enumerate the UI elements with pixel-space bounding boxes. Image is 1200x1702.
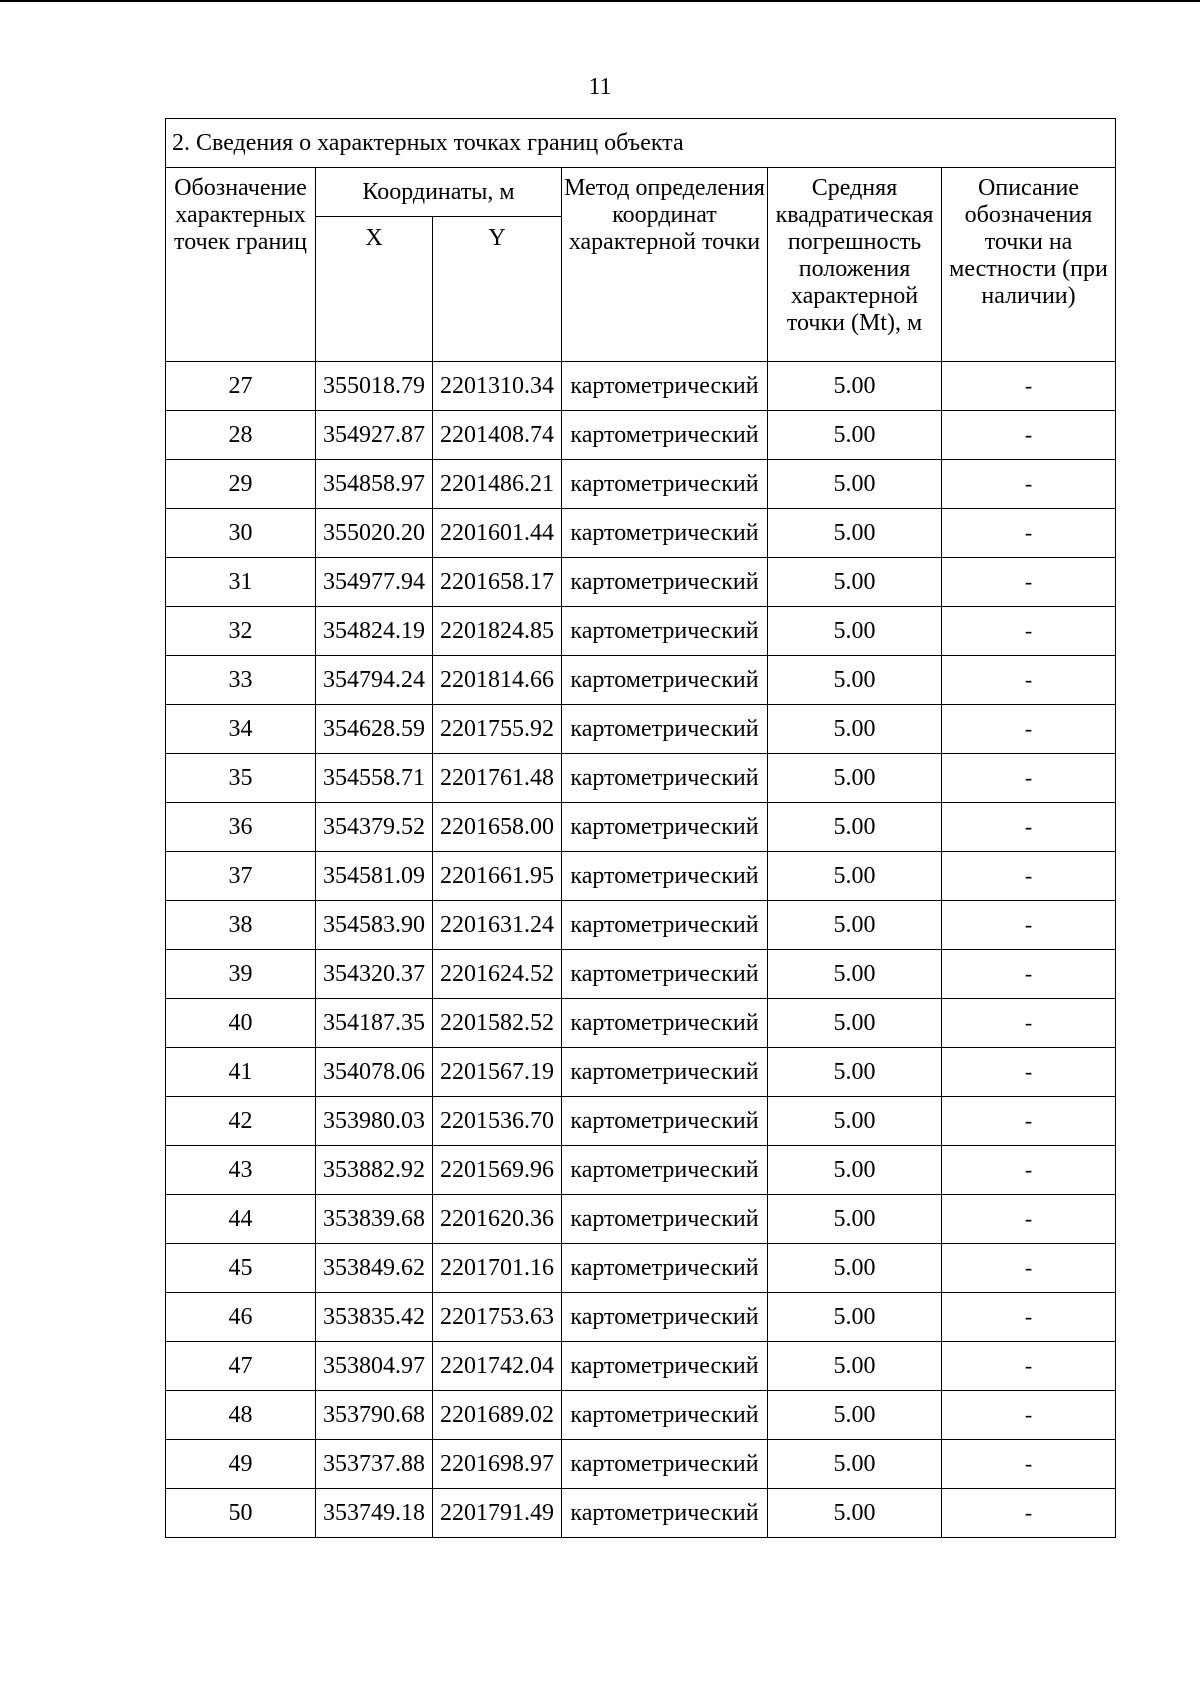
cell-point-designation: 30 xyxy=(166,509,316,558)
cell-point-designation: 44 xyxy=(166,1195,316,1244)
cell-mean-square-error: 5.00 xyxy=(768,1391,942,1440)
header-coordinates: Координаты, м xyxy=(316,168,562,217)
cell-y-coordinate: 2201689.02 xyxy=(433,1391,562,1440)
cell-y-coordinate: 2201701.16 xyxy=(433,1244,562,1293)
cell-point-designation: 39 xyxy=(166,950,316,999)
cell-point-designation: 32 xyxy=(166,607,316,656)
cell-mean-square-error: 5.00 xyxy=(768,999,942,1048)
table-body xyxy=(166,362,1116,1538)
cell-description: - xyxy=(942,1489,1116,1538)
table-row xyxy=(166,1440,1116,1489)
cell-point-designation: 41 xyxy=(166,1048,316,1097)
cell-method: картометрический xyxy=(562,1293,768,1342)
cell-method: картометрический xyxy=(562,411,768,460)
header-x: X xyxy=(316,217,433,362)
cell-description: - xyxy=(942,607,1116,656)
cell-mean-square-error: 5.00 xyxy=(768,460,942,509)
cell-y-coordinate: 2201753.63 xyxy=(433,1293,562,1342)
cell-x-coordinate: 354320.37 xyxy=(316,950,433,999)
cell-x-coordinate: 354628.59 xyxy=(316,705,433,754)
cell-y-coordinate: 2201761.48 xyxy=(433,754,562,803)
table-row xyxy=(166,1293,1116,1342)
table-row xyxy=(166,362,1116,411)
cell-mean-square-error: 5.00 xyxy=(768,362,942,411)
cell-x-coordinate: 354558.71 xyxy=(316,754,433,803)
cell-y-coordinate: 2201620.36 xyxy=(433,1195,562,1244)
table-row xyxy=(166,754,1116,803)
cell-point-designation: 36 xyxy=(166,803,316,852)
boundary-points-table xyxy=(165,118,1116,1538)
cell-description: - xyxy=(942,558,1116,607)
cell-description: - xyxy=(942,705,1116,754)
cell-point-designation: 31 xyxy=(166,558,316,607)
cell-mean-square-error: 5.00 xyxy=(768,1048,942,1097)
cell-method: картометрический xyxy=(562,803,768,852)
cell-mean-square-error: 5.00 xyxy=(768,509,942,558)
cell-x-coordinate: 353737.88 xyxy=(316,1440,433,1489)
cell-point-designation: 33 xyxy=(166,656,316,705)
cell-mean-square-error: 5.00 xyxy=(768,656,942,705)
table-row xyxy=(166,950,1116,999)
cell-point-designation: 29 xyxy=(166,460,316,509)
cell-mean-square-error: 5.00 xyxy=(768,901,942,950)
table-row xyxy=(166,999,1116,1048)
cell-description: - xyxy=(942,1391,1116,1440)
cell-x-coordinate: 354583.90 xyxy=(316,901,433,950)
cell-x-coordinate: 354794.24 xyxy=(316,656,433,705)
cell-mean-square-error: 5.00 xyxy=(768,1097,942,1146)
header-mean-square-error: Средняя квадратическая погрешность положения характерной точки (Mt), м xyxy=(768,168,942,362)
cell-description: - xyxy=(942,1048,1116,1097)
cell-mean-square-error: 5.00 xyxy=(768,1244,942,1293)
cell-description: - xyxy=(942,1342,1116,1391)
cell-mean-square-error: 5.00 xyxy=(768,1146,942,1195)
cell-point-designation: 37 xyxy=(166,852,316,901)
table-row xyxy=(166,656,1116,705)
table-row xyxy=(166,705,1116,754)
cell-x-coordinate: 353749.18 xyxy=(316,1489,433,1538)
cell-point-designation: 35 xyxy=(166,754,316,803)
cell-description: - xyxy=(942,1440,1116,1489)
cell-description: - xyxy=(942,1244,1116,1293)
cell-method: картометрический xyxy=(562,1489,768,1538)
cell-method: картометрический xyxy=(562,1244,768,1293)
cell-point-designation: 49 xyxy=(166,1440,316,1489)
table-row xyxy=(166,460,1116,509)
cell-method: картометрический xyxy=(562,950,768,999)
table-row xyxy=(166,1048,1116,1097)
cell-point-designation: 43 xyxy=(166,1146,316,1195)
cell-point-designation: 28 xyxy=(166,411,316,460)
cell-mean-square-error: 5.00 xyxy=(768,1342,942,1391)
cell-x-coordinate: 353839.68 xyxy=(316,1195,433,1244)
table-row xyxy=(166,1489,1116,1538)
table-row xyxy=(166,607,1116,656)
cell-y-coordinate: 2201814.66 xyxy=(433,656,562,705)
cell-y-coordinate: 2201569.96 xyxy=(433,1146,562,1195)
cell-x-coordinate: 355018.79 xyxy=(316,362,433,411)
header-description: Описание обозначения точки на местности (при наличии) xyxy=(942,168,1116,362)
cell-point-designation: 42 xyxy=(166,1097,316,1146)
cell-x-coordinate: 353882.92 xyxy=(316,1146,433,1195)
table-row xyxy=(166,558,1116,607)
cell-description: - xyxy=(942,509,1116,558)
cell-point-designation: 40 xyxy=(166,999,316,1048)
cell-description: - xyxy=(942,1146,1116,1195)
cell-method: картометрический xyxy=(562,1440,768,1489)
cell-description: - xyxy=(942,901,1116,950)
cell-description: - xyxy=(942,1195,1116,1244)
cell-description: - xyxy=(942,460,1116,509)
cell-method: картометрический xyxy=(562,1097,768,1146)
cell-point-designation: 50 xyxy=(166,1489,316,1538)
cell-x-coordinate: 353790.68 xyxy=(316,1391,433,1440)
cell-mean-square-error: 5.00 xyxy=(768,558,942,607)
cell-y-coordinate: 2201658.17 xyxy=(433,558,562,607)
cell-description: - xyxy=(942,754,1116,803)
header-point-designation: Обозначение характерных точек границ xyxy=(166,168,316,362)
cell-description: - xyxy=(942,803,1116,852)
cell-mean-square-error: 5.00 xyxy=(768,950,942,999)
cell-x-coordinate: 353804.97 xyxy=(316,1342,433,1391)
cell-x-coordinate: 354379.52 xyxy=(316,803,433,852)
page-number: 11 xyxy=(588,74,612,100)
cell-method: картометрический xyxy=(562,754,768,803)
cell-mean-square-error: 5.00 xyxy=(768,1293,942,1342)
table-row xyxy=(166,1391,1116,1440)
cell-y-coordinate: 2201567.19 xyxy=(433,1048,562,1097)
cell-method: картометрический xyxy=(562,460,768,509)
cell-method: картометрический xyxy=(562,852,768,901)
cell-method: картометрический xyxy=(562,362,768,411)
cell-y-coordinate: 2201310.34 xyxy=(433,362,562,411)
cell-mean-square-error: 5.00 xyxy=(768,1440,942,1489)
table-row xyxy=(166,1097,1116,1146)
cell-y-coordinate: 2201536.70 xyxy=(433,1097,562,1146)
cell-description: - xyxy=(942,999,1116,1048)
cell-y-coordinate: 2201624.52 xyxy=(433,950,562,999)
cell-y-coordinate: 2201698.97 xyxy=(433,1440,562,1489)
cell-description: - xyxy=(942,1097,1116,1146)
cell-mean-square-error: 5.00 xyxy=(768,607,942,656)
header-y: Y xyxy=(433,217,562,362)
cell-y-coordinate: 2201661.95 xyxy=(433,852,562,901)
cell-mean-square-error: 5.00 xyxy=(768,1195,942,1244)
cell-mean-square-error: 5.00 xyxy=(768,411,942,460)
cell-method: картометрический xyxy=(562,1048,768,1097)
cell-x-coordinate: 354078.06 xyxy=(316,1048,433,1097)
table-row xyxy=(166,509,1116,558)
cell-mean-square-error: 5.00 xyxy=(768,1489,942,1538)
cell-method: картометрический xyxy=(562,1342,768,1391)
cell-mean-square-error: 5.00 xyxy=(768,852,942,901)
cell-point-designation: 46 xyxy=(166,1293,316,1342)
cell-x-coordinate: 354977.94 xyxy=(316,558,433,607)
cell-y-coordinate: 2201658.00 xyxy=(433,803,562,852)
cell-y-coordinate: 2201486.21 xyxy=(433,460,562,509)
cell-x-coordinate: 354581.09 xyxy=(316,852,433,901)
cell-x-coordinate: 354824.19 xyxy=(316,607,433,656)
table-row xyxy=(166,1342,1116,1391)
table-title: 2. Сведения о характерных точках границ объекта xyxy=(166,119,1116,168)
cell-method: картометрический xyxy=(562,558,768,607)
cell-y-coordinate: 2201408.74 xyxy=(433,411,562,460)
cell-method: картометрический xyxy=(562,656,768,705)
cell-method: картометрический xyxy=(562,901,768,950)
cell-x-coordinate: 353980.03 xyxy=(316,1097,433,1146)
cell-mean-square-error: 5.00 xyxy=(768,803,942,852)
cell-description: - xyxy=(942,362,1116,411)
cell-method: картометрический xyxy=(562,705,768,754)
table-row xyxy=(166,852,1116,901)
cell-y-coordinate: 2201601.44 xyxy=(433,509,562,558)
cell-point-designation: 48 xyxy=(166,1391,316,1440)
cell-description: - xyxy=(942,1293,1116,1342)
cell-x-coordinate: 353849.62 xyxy=(316,1244,433,1293)
cell-point-designation: 47 xyxy=(166,1342,316,1391)
header-method: Метод определения координат характерной точки xyxy=(562,168,768,362)
table-row xyxy=(166,1244,1116,1293)
table-row xyxy=(166,901,1116,950)
cell-description: - xyxy=(942,656,1116,705)
table-row xyxy=(166,411,1116,460)
cell-point-designation: 45 xyxy=(166,1244,316,1293)
cell-y-coordinate: 2201791.49 xyxy=(433,1489,562,1538)
cell-y-coordinate: 2201755.92 xyxy=(433,705,562,754)
cell-x-coordinate: 353835.42 xyxy=(316,1293,433,1342)
cell-method: картометрический xyxy=(562,1146,768,1195)
cell-description: - xyxy=(942,852,1116,901)
cell-mean-square-error: 5.00 xyxy=(768,754,942,803)
table-row xyxy=(166,1195,1116,1244)
cell-description: - xyxy=(942,950,1116,999)
top-border-line xyxy=(0,0,1200,2)
cell-x-coordinate: 355020.20 xyxy=(316,509,433,558)
cell-description: - xyxy=(942,411,1116,460)
cell-x-coordinate: 354858.97 xyxy=(316,460,433,509)
cell-point-designation: 27 xyxy=(166,362,316,411)
cell-mean-square-error: 5.00 xyxy=(768,705,942,754)
cell-method: картометрический xyxy=(562,509,768,558)
cell-y-coordinate: 2201582.52 xyxy=(433,999,562,1048)
cell-method: картометрический xyxy=(562,607,768,656)
cell-y-coordinate: 2201631.24 xyxy=(433,901,562,950)
table-row xyxy=(166,803,1116,852)
cell-method: картометрический xyxy=(562,999,768,1048)
cell-y-coordinate: 2201824.85 xyxy=(433,607,562,656)
cell-method: картометрический xyxy=(562,1391,768,1440)
cell-point-designation: 38 xyxy=(166,901,316,950)
cell-x-coordinate: 354927.87 xyxy=(316,411,433,460)
table-row xyxy=(166,1146,1116,1195)
cell-method: картометрический xyxy=(562,1195,768,1244)
cell-y-coordinate: 2201742.04 xyxy=(433,1342,562,1391)
cell-x-coordinate: 354187.35 xyxy=(316,999,433,1048)
cell-point-designation: 34 xyxy=(166,705,316,754)
